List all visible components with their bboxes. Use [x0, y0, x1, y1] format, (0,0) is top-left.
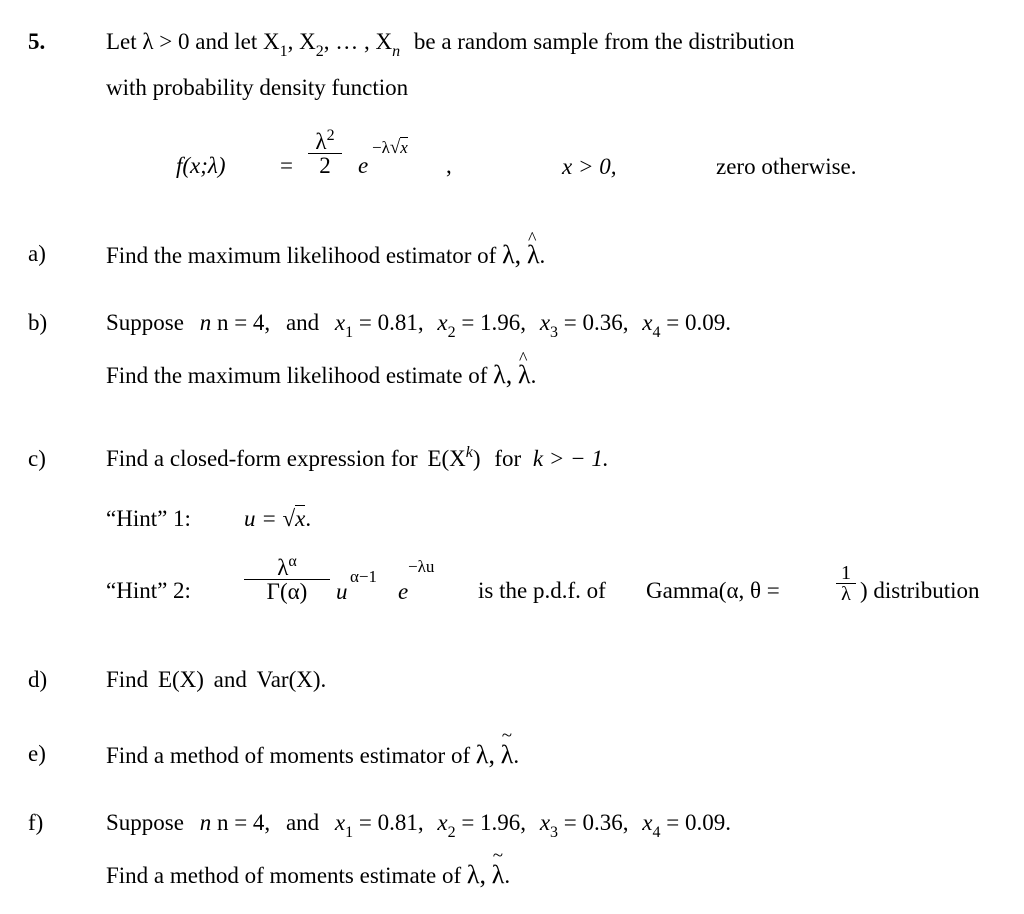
part-b-line-1: Suppose n n = 4, and $x_1 = 0.81$, $x_2 = 1.96$, $x_3 = 0.36$, $x_4 = 0.09$.	[106, 310, 731, 341]
hint-1-formula: u = √x.	[244, 506, 312, 531]
hint-2-distribution: ) distribution	[860, 578, 980, 603]
intro-line-2: with probability density function	[106, 75, 409, 100]
pdf-fraction: $\frac{\lambda^2}{2}$	[308, 130, 342, 177]
part-e-label: e)	[28, 741, 46, 766]
intro-let: Let	[106, 29, 137, 54]
hint-2-theta-fraction: $\frac{1}{\lambda}$	[836, 563, 856, 604]
problem-number: 5.	[28, 29, 46, 54]
hint-2-fraction: $\frac{\lambda^\alpha}{\Gamma(\alpha)}$	[244, 556, 330, 603]
pdf-comma: ,	[446, 153, 452, 178]
part-a-label: a)	[28, 241, 46, 266]
hint-1-label: “Hint” 1:	[106, 506, 191, 531]
intro-and-let: and let	[195, 29, 258, 54]
pdf-otherwise: zero otherwise.	[716, 154, 857, 179]
intro-sample: $X_1$, $X_2$, … , $X_n$	[262, 29, 401, 60]
part-d-label: d)	[28, 667, 48, 692]
pdf-lhs: f(x;λ)	[176, 153, 226, 178]
pdf-equals: =	[280, 153, 293, 178]
part-b-line-2: Find the maximum likelihood estimate of λ, ^ λ.	[106, 362, 536, 388]
pdf-exponent: −λ√x	[372, 137, 408, 158]
hint-2-gamma: Gamma(α, θ =	[646, 578, 780, 603]
part-f-line-1: Suppose n n = 4, and $x_1 = 0.81$, $x_2 = 1.96$, $x_3 = 0.36$, $x_4 = 0.09$.	[106, 810, 731, 841]
hint-2-label: “Hint” 2:	[106, 578, 191, 603]
intro-lambda-condition: λ > 0	[142, 29, 190, 54]
intro-line-1	[106, 29, 795, 60]
part-a-text: Find the maximum likelihood estimator of λ, ^ λ.	[106, 242, 545, 268]
pdf-support: x > 0,	[562, 154, 617, 179]
part-e-text: Find a method of moments estimator of λ, ~ λ.	[106, 742, 519, 768]
part-b-label: b)	[28, 310, 48, 335]
part-d-text: Find E(X) and Var(X).	[106, 667, 327, 692]
hint-2-desc: is the p.d.f. of	[478, 578, 606, 603]
part-f-label: f)	[28, 810, 44, 835]
intro-be-sample: be a random sample from the distribution	[413, 29, 795, 54]
part-c-line-1: Find a closed-form expression for $E(X^k)$ for k > − 1.	[106, 444, 609, 471]
part-f-line-2: Find a method of moments estimate of λ, ~ λ.	[106, 862, 510, 888]
pdf-exp-base: e	[358, 153, 369, 178]
part-c-label: c)	[28, 446, 46, 471]
